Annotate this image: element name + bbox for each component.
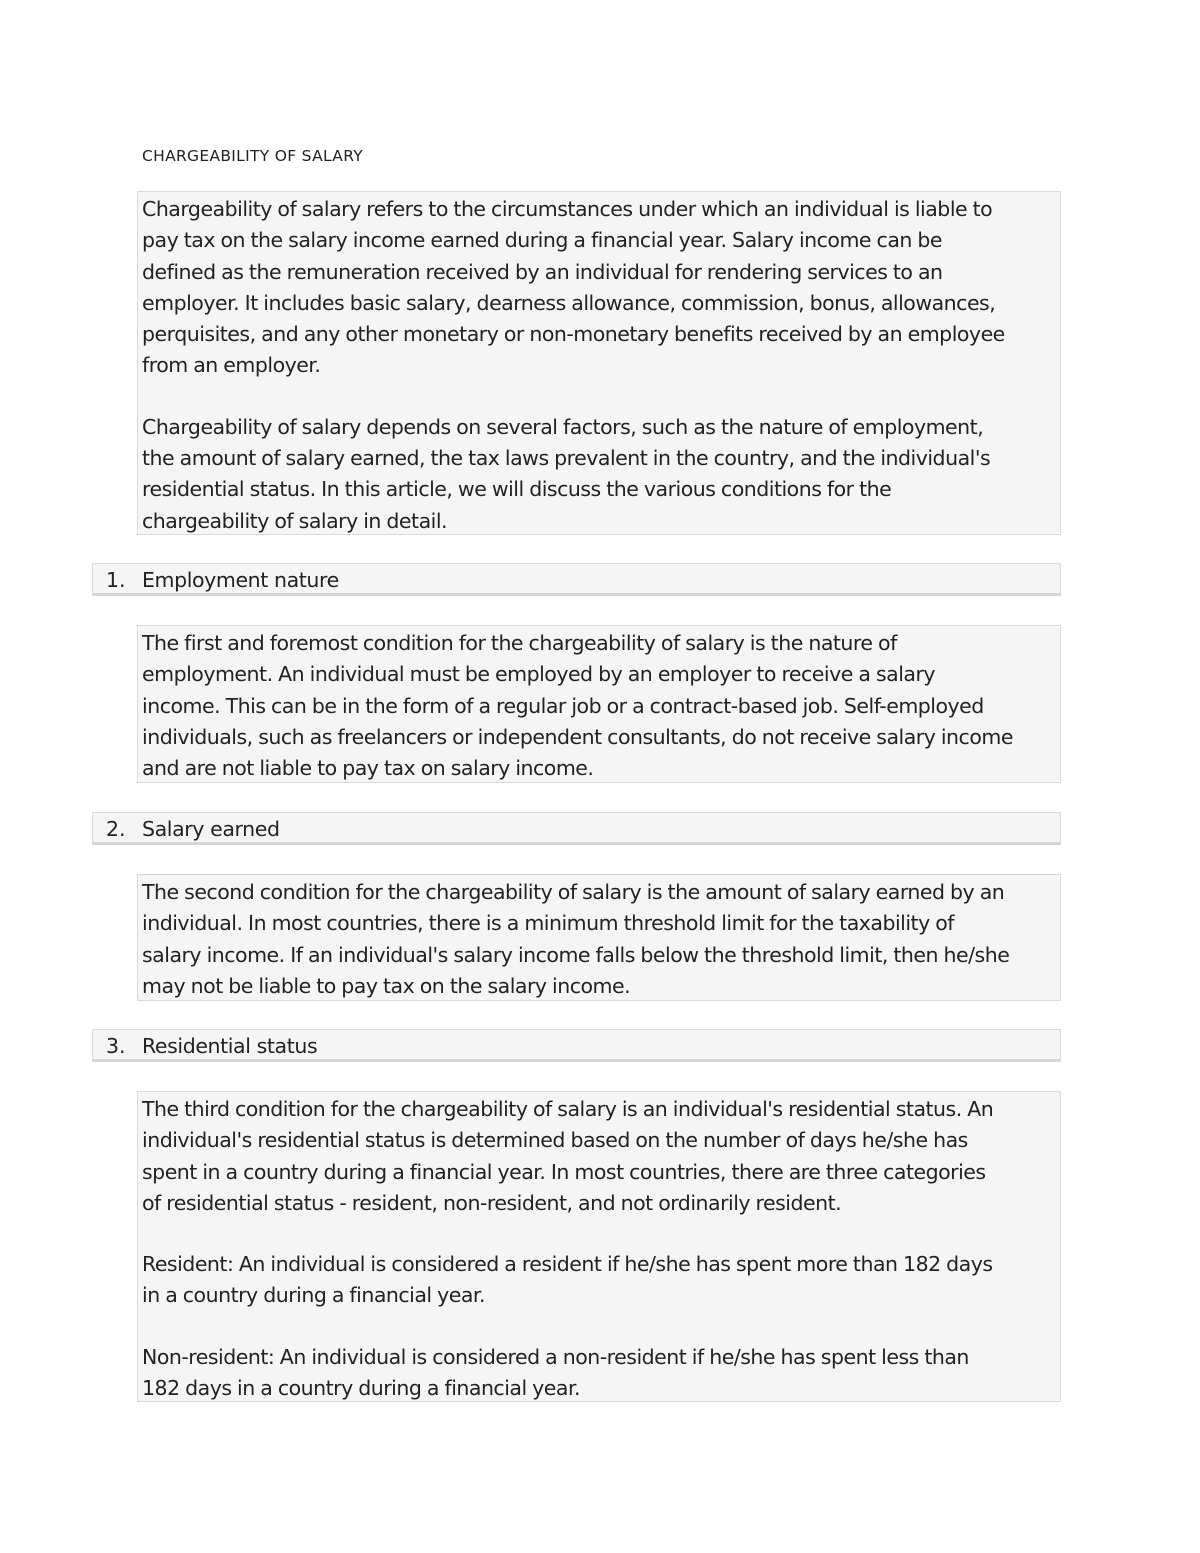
section-heading-3 xyxy=(92,1029,1061,1062)
section-heading-2 xyxy=(92,812,1061,845)
text-line: individual. In most countries, there is a minimum threshold limit for the taxability of xyxy=(142,911,955,936)
section-3-paragraph-1 xyxy=(142,1094,1057,1219)
text-line: The third condition for the chargeability of salary is an individual's residential status. An xyxy=(142,1097,994,1121)
text-line: salary income. If an individual's salary income falls below the threshold limit, then he/she xyxy=(142,942,1010,967)
text-line: income. This can be in the form of a regular job or a contract-based job. Self-employed xyxy=(142,693,984,718)
text-line: from an employer. xyxy=(142,353,321,378)
text-line: spent in a country during a financial year. In most countries, there are three categories xyxy=(142,1159,986,1184)
section-3-text-box xyxy=(137,1091,1061,1402)
text-line: of residential status - resident, non-resident, and not ordinarily resident. xyxy=(142,1190,842,1215)
text-line: residential status. In this article, we will discuss the various conditions for the xyxy=(142,477,892,502)
text-line: the amount of salary earned, the tax laws prevalent in the country, and the individual's xyxy=(142,446,991,471)
text-line: and are not liable to pay tax on salary income. xyxy=(142,756,594,781)
text-line: chargeability of salary in detail. xyxy=(142,508,448,533)
section-3-paragraph-3 xyxy=(142,1342,1057,1405)
text-line: Resident: An individual is considered a resident if he/she has spent more than 182 days xyxy=(142,1252,993,1277)
text-line: The second condition for the chargeability of salary is the amount of salary earned by an xyxy=(142,880,1005,904)
section-3-paragraph-2 xyxy=(142,1249,1057,1312)
document-title: CHARGEABILITY OF SALARY xyxy=(142,147,364,165)
text-line: individual's residential status is determined based on the number of days he/she has xyxy=(142,1128,968,1153)
section-2-paragraph-1 xyxy=(142,877,1057,1002)
list-number: 2. xyxy=(106,817,126,841)
text-line: Chargeability of salary refers to the circumstances under which an individual is liable to xyxy=(142,197,993,221)
section-heading-text: Residential status xyxy=(142,1034,318,1058)
text-line: employment. An individual must be employed by an employer to receive a salary xyxy=(142,662,936,687)
text-line: perquisites, and any other monetary or non-monetary benefits received by an employee xyxy=(142,322,1005,347)
text-line: The first and foremost condition for the chargeability of salary is the nature of xyxy=(142,631,897,655)
section-1-paragraph-1 xyxy=(142,628,1057,784)
intro-paragraph-2 xyxy=(142,412,1057,537)
section-heading-1 xyxy=(92,563,1061,596)
section-heading-text: Salary earned xyxy=(142,817,280,841)
intro-text-box xyxy=(137,191,1061,535)
text-line: may not be liable to pay tax on the salary income. xyxy=(142,973,631,998)
text-line: Chargeability of salary depends on several factors, such as the nature of employment, xyxy=(142,414,984,439)
section-2-text-box xyxy=(137,874,1061,1001)
text-line: Non-resident: An individual is considered a non-resident if he/she has spent less than xyxy=(142,1344,969,1369)
text-line: defined as the remuneration received by an individual for rendering services to an xyxy=(142,259,943,284)
text-line: 182 days in a country during a financial year. xyxy=(142,1376,581,1401)
list-number: 3. xyxy=(106,1034,126,1058)
text-line: employer. It includes basic salary, dearness allowance, commission, bonus, allowances, xyxy=(142,290,996,315)
intro-paragraph-1 xyxy=(142,194,1057,382)
section-heading-text: Employment nature xyxy=(142,568,339,592)
text-line: individuals, such as freelancers or independent consultants, do not receive salary income xyxy=(142,724,1013,749)
section-1-text-box xyxy=(137,625,1061,783)
text-line: in a country during a financial year. xyxy=(142,1283,485,1308)
list-number: 1. xyxy=(106,568,126,592)
text-line: pay tax on the salary income earned during a financial year. Salary income can be xyxy=(142,228,943,253)
